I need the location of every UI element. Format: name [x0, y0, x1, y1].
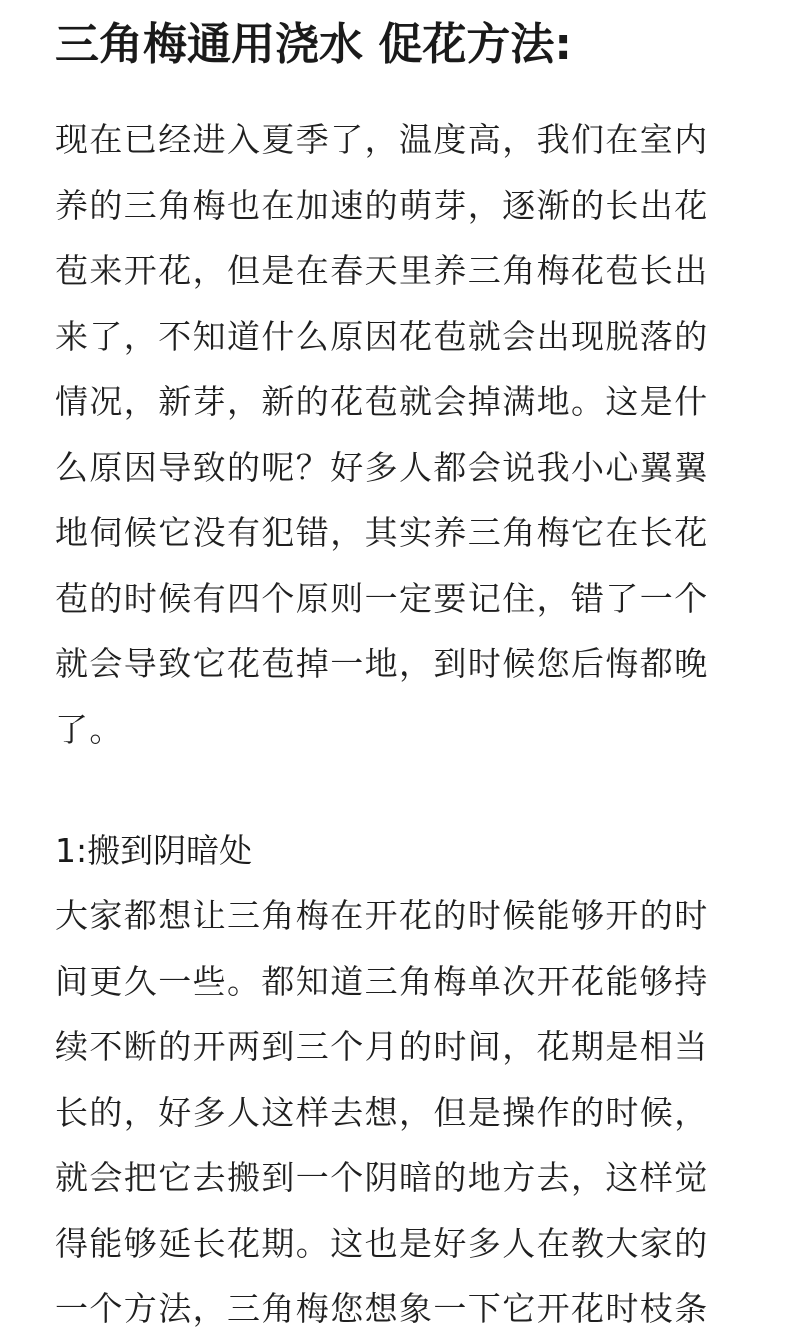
text-line: 地伺候它没有犯错，其实养三角梅它在长花: [55, 513, 709, 552]
text-line: 情况，新芽，新的花苞就会掉满地。这是什: [55, 382, 709, 421]
text-line: 来了，不知道什么原因花苞就会出现脱落的: [55, 316, 709, 356]
section-heading: 1:搬到阴暗处: [55, 831, 253, 870]
text-line: 长的，好多人这样去想，但是操作的时候，: [55, 1092, 709, 1132]
article-title: 三角梅通用浇水 促花方法:: [55, 19, 572, 70]
text-line: 现在已经进入夏季了，温度高，我们在室内: [55, 120, 709, 159]
text-line: 苞的时候有四个原则一定要记住，错了一个: [55, 578, 709, 618]
text-line: 就会把它去搬到一个阴暗的地方去，这样觉: [55, 1158, 709, 1197]
text-line: 养的三角梅也在加速的萌芽，逐渐的长出花: [55, 185, 709, 225]
text-line: 一个方法，三角梅您想象一下它开花时枝条: [55, 1289, 709, 1328]
text-line: 大家都想让三角梅在开花的时候能够开的时: [55, 896, 709, 935]
text-line: 苞来开花，但是在春天里养三角梅花苞长出: [55, 251, 709, 290]
section-paragraph: [55, 883, 755, 1342]
text-line: 了。: [55, 709, 124, 749]
text-line: 么原因导致的呢？好多人都会说我小心翼翼: [55, 447, 709, 487]
intro-paragraph: [55, 107, 755, 762]
text-line: 间更久一些。都知道三角梅单次开花能够持: [55, 961, 709, 1001]
text-line: 续不断的开两到三个月的时间，花期是相当: [55, 1027, 709, 1066]
text-line: 得能够延长花期。这也是好多人在教大家的: [55, 1223, 709, 1263]
text-line: 就会导致它花苞掉一地，到时候您后悔都晚: [55, 644, 709, 683]
